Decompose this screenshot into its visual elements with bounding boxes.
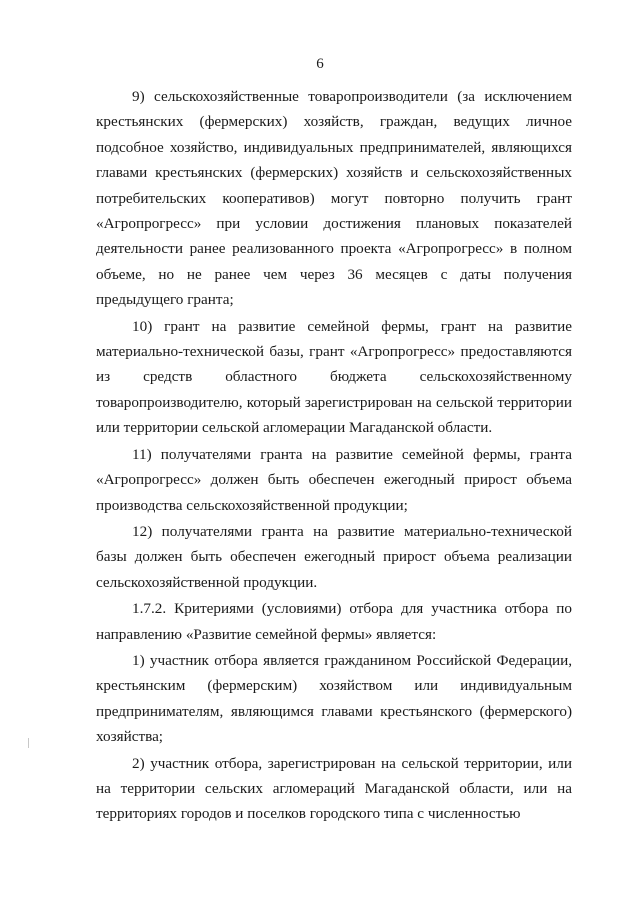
paragraph-item-12: 12) получателями гранта на развитие материально-технической базы должен быть обеспечен ежегодный прирост объема реализации сельскохозяйственной продукции. [96, 522, 572, 591]
paragraph-item-11: 11) получателями гранта на развитие семейной фермы, гранта «Агропрогресс» должен быть обеспечен ежегодный прирост объема производства сельскохозяйственной продукции; [96, 445, 572, 514]
paragraph-item-9: 9) сельскохозяйственные товаропроизводители (за исключением крестьянских (фермерских) хозяйств, граждан, ведущих личное подсобное хозяйство, индивидуальных предпринимателей, являющихся главами крестьянских (фермерских) хозяйств и сельскохозяйственных потребительских кооперативов) могут повторно получить грант «Агропрогресс» при условии достижения плановых показателей деятельности ранее реализованного проекта «Агропрогресс» в полном объеме, но не ранее чем через 36 месяцев с даты получения предыдущего гранта; [96, 88, 572, 309]
paragraph-criterion-1: 1) участник отбора является гражданином Российской Федерации, крестьянским (фермерским) хозяйством или индивидуальным предпринимателям, являющимся главами крестьянского (фермерского) хозяйства; [96, 651, 572, 746]
paragraph-section-1-7-2: 1.7.2. Критериями (условиями) отбора для участника отбора по направлению «Развитие семейной фермы» является: [96, 600, 572, 643]
scan-mark [28, 738, 29, 748]
paragraph-criterion-2: 2) участник отбора, зарегистрирован на сельской территории, или на территории сельских агломераций Магаданской области, или на территориях городов и поселков городского типа с численностью [96, 754, 572, 823]
paragraph-item-10: 10) грант на развитие семейной фермы, грант на развитие материально-технической базы, грант «Агропрогресс» предоставляются из средств областного бюджета сельскохозяйственному товаропроизводителю, который зарегистрирован на сельской территории или территории сельской агломерации Магаданской области. [96, 317, 572, 437]
page-number: 6 [316, 56, 324, 72]
document-body [96, 84, 572, 827]
